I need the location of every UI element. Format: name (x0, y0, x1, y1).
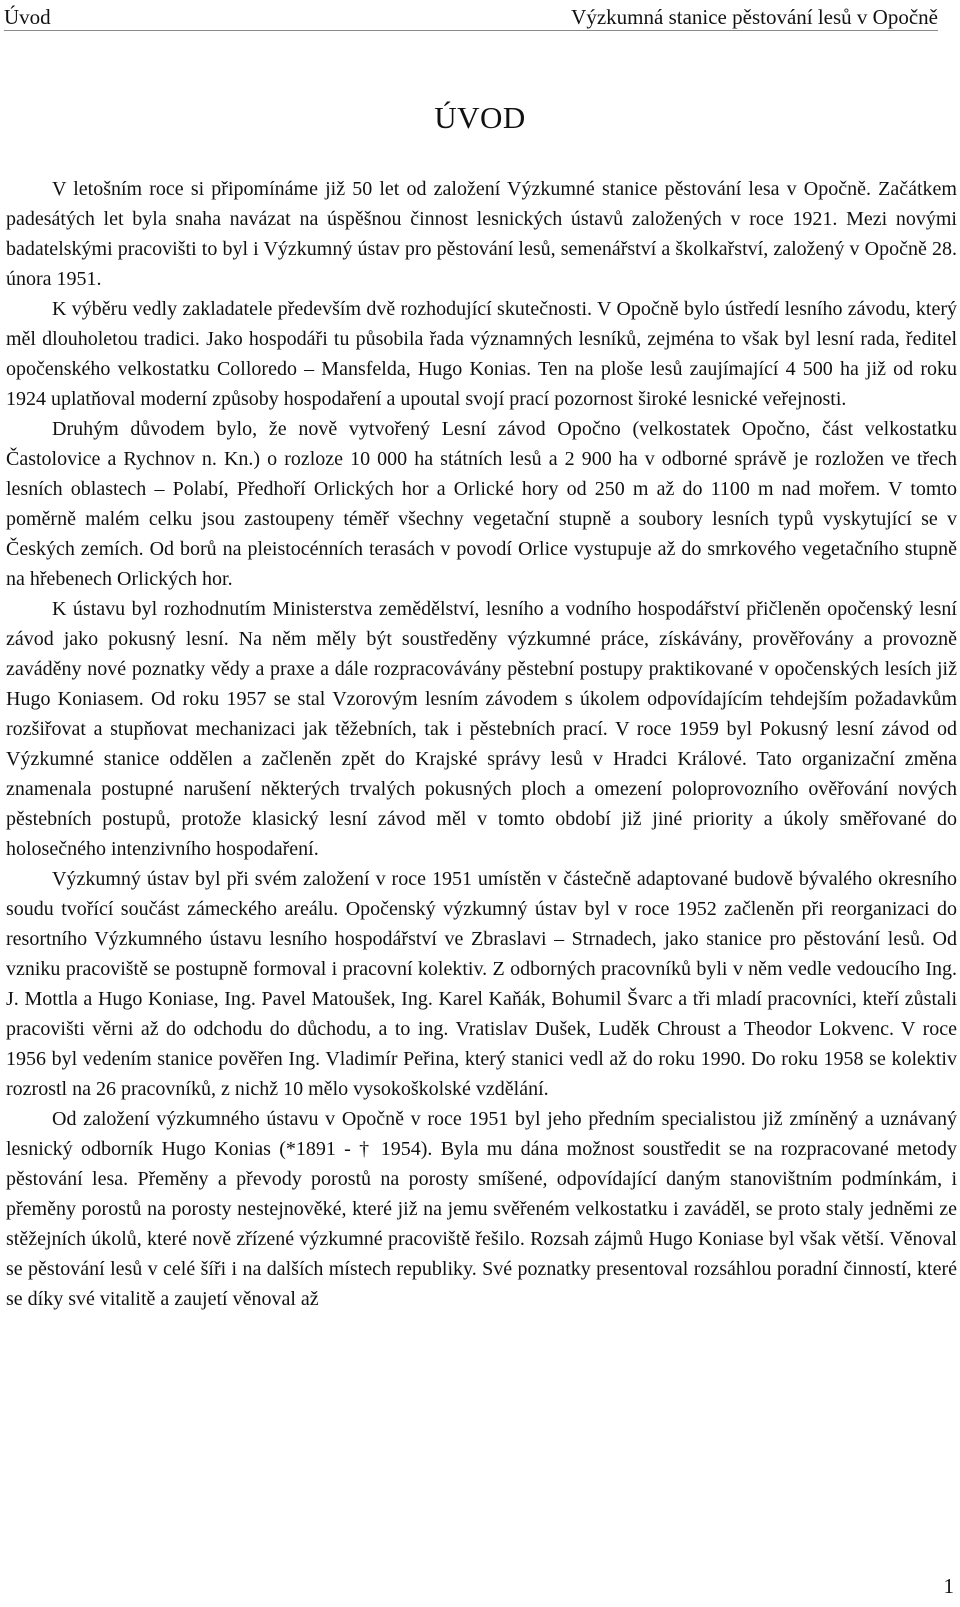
header-section-title: Úvod (4, 5, 51, 29)
paragraph: Výzkumný ústav byl při svém založení v roce 1951 umístěn v částečně adaptované budově bývalého okresního soudu tvořící součást zámeckého areálu. Opočenský výzkumný ústav byl v roce 1952 začleněn při reorganizaci do resortního Výzkumného ústavu lesního hospodářství ve Zbraslavi – Strnadech, jako stanice pro pěstování lesů. Od vzniku pracoviště se postupně formoval i pracovní kolektiv. Z odborných pracovníků byli v něm vedle vedoucího Ing. J. Mottla a Hugo Koniase, Ing. Pavel Matoušek, Ing. Karel Kaňák, Bohumil Švarc a tři mladí pracovníci, kteří zůstali pracovišti věrni až do odchodu do důchodu, a to ing. Vratislav Dušek, Luděk Chroust a Theodor Lokvenc. V roce 1956 byl vedením stanice pověřen Ing. Vladimír Peřina, který stanici vedl až do roku 1990. Do roku 1958 se kolektiv rozrostl na 26 pracovníků, z nichž 10 mělo vysokoškolské vzdělání. (6, 868, 957, 1100)
paragraph: V letošním roce si připomínáme již 50 let od založení Výzkumné stanice pěstování lesa v Opočně. Začátkem padesátých let byla snaha navázat na úspěšnou činnost lesnických ústavů založených v roce 1921. Mezi novými badatelskými pracovišti to byl i Výzkumný ústav pro pěstování lesů, semenářství a školkařství, založený v Opočně 28. února 1951. (6, 178, 957, 290)
page-number: 1 (943, 1574, 954, 1598)
header-document-title: Výzkumná stanice pěstování lesů v Opočně (571, 5, 938, 29)
paragraph: K výběru vedly zakladatele především dvě rozhodující skutečnosti. V Opočně bylo ústředí lesního závodu, který měl dlouholetou tradici. Jako hospodáři tu působila řada významných lesníků, zejména to však byl lesní rada, ředitel opočenského velkostatku Colloredo – Mansfelda, Hugo Konias. Ten na ploše lesů zaujímající 4 500 ha již od roku 1924 uplatňoval moderní způsoby hospodaření a upoutal svojí prací pozornost široké lesnické veřejnosti. (6, 298, 957, 410)
paragraph: Od založení výzkumného ústavu v Opočně v roce 1951 byl jeho předním specialistou již zmíněný a uznávaný lesnický odborník Hugo Konias (*1891 - † 1954). Byla mu dána možnost soustředit se na rozpracované metody pěstování lesa. Přeměny a převody porostů na porosty smíšené, odpovídající daným stanovištním podmínkám, i přeměny porostů na porosty nestejnověké, které již na jemu svěřeném velkostatku i zaváděl, se proto staly jedněmi ze stěžejních úkolů, které nově zřízené výzkumné pracoviště řešilo. Rozsah zájmů Hugo Koniase byl však větší. Věnoval se pěstování lesů v celé šíři i na dalších místech republiky. Své poznatky presentoval rozsáhlou poradní činností, které se díky své vitalitě a zaujetí věnoval až (6, 1108, 957, 1310)
body-text (6, 174, 957, 1314)
page-title: ÚVOD (434, 100, 526, 135)
paragraph: K ústavu byl rozhodnutím Ministerstva zemědělství, lesního a vodního hospodářství přičleněn opočenský lesní závod jako pokusný lesní. Na něm měly být soustředěny výzkumné práce, získávány, prověřovány a provozně zaváděny nové poznatky vědy a praxe a dále rozpracovávány pěstební postupy praktikované v opočenských lesích již Hugo Koniasem. Od roku 1957 se stal Vzorovým lesním závodem s úkolem odpovídajícím tehdejším požadavkům rozšiřovat a stupňovat mechanizaci jak těžebních, tak i pěstebních prací. V roce 1959 byl Pokusný lesní závod od Výzkumné stanice oddělen a začleněn zpět do Krajské správy lesů v Hradci Králové. Tato organizační změna znamenala postupné narušení některých trvalých pokusných ploch a omezení poloprovozního ověřování nových pěstebních postupů, protože klasický lesní závod měl v tomto období již jiné priority a úkoly směřované do holosečného intenzivního hospodaření. (6, 598, 957, 860)
paragraph: Druhým důvodem bylo, že nově vytvořený Lesní závod Opočno (velkostatek Opočno, část velkostatku Častolovice a Rychnov n. Kn.) o rozloze 10 000 ha státních lesů a 2 900 ha v odborné správě je rozložen ve třech lesních oblastech – Polabí, Předhoří Orlických hor a Orlické hory od 250 m až do 1100 m nad mořem. V tomto poměrně malém celku jsou zastoupeny téměř všechny vegetační stupně a soubory lesních typů vyskytující se v Českých zemích. Od borů na pleistocénních terasách v povodí Orlice vystupuje až do smrkového vegetačního stupně na hřebenech Orlických hor. (6, 418, 957, 590)
page-header (4, 4, 938, 31)
